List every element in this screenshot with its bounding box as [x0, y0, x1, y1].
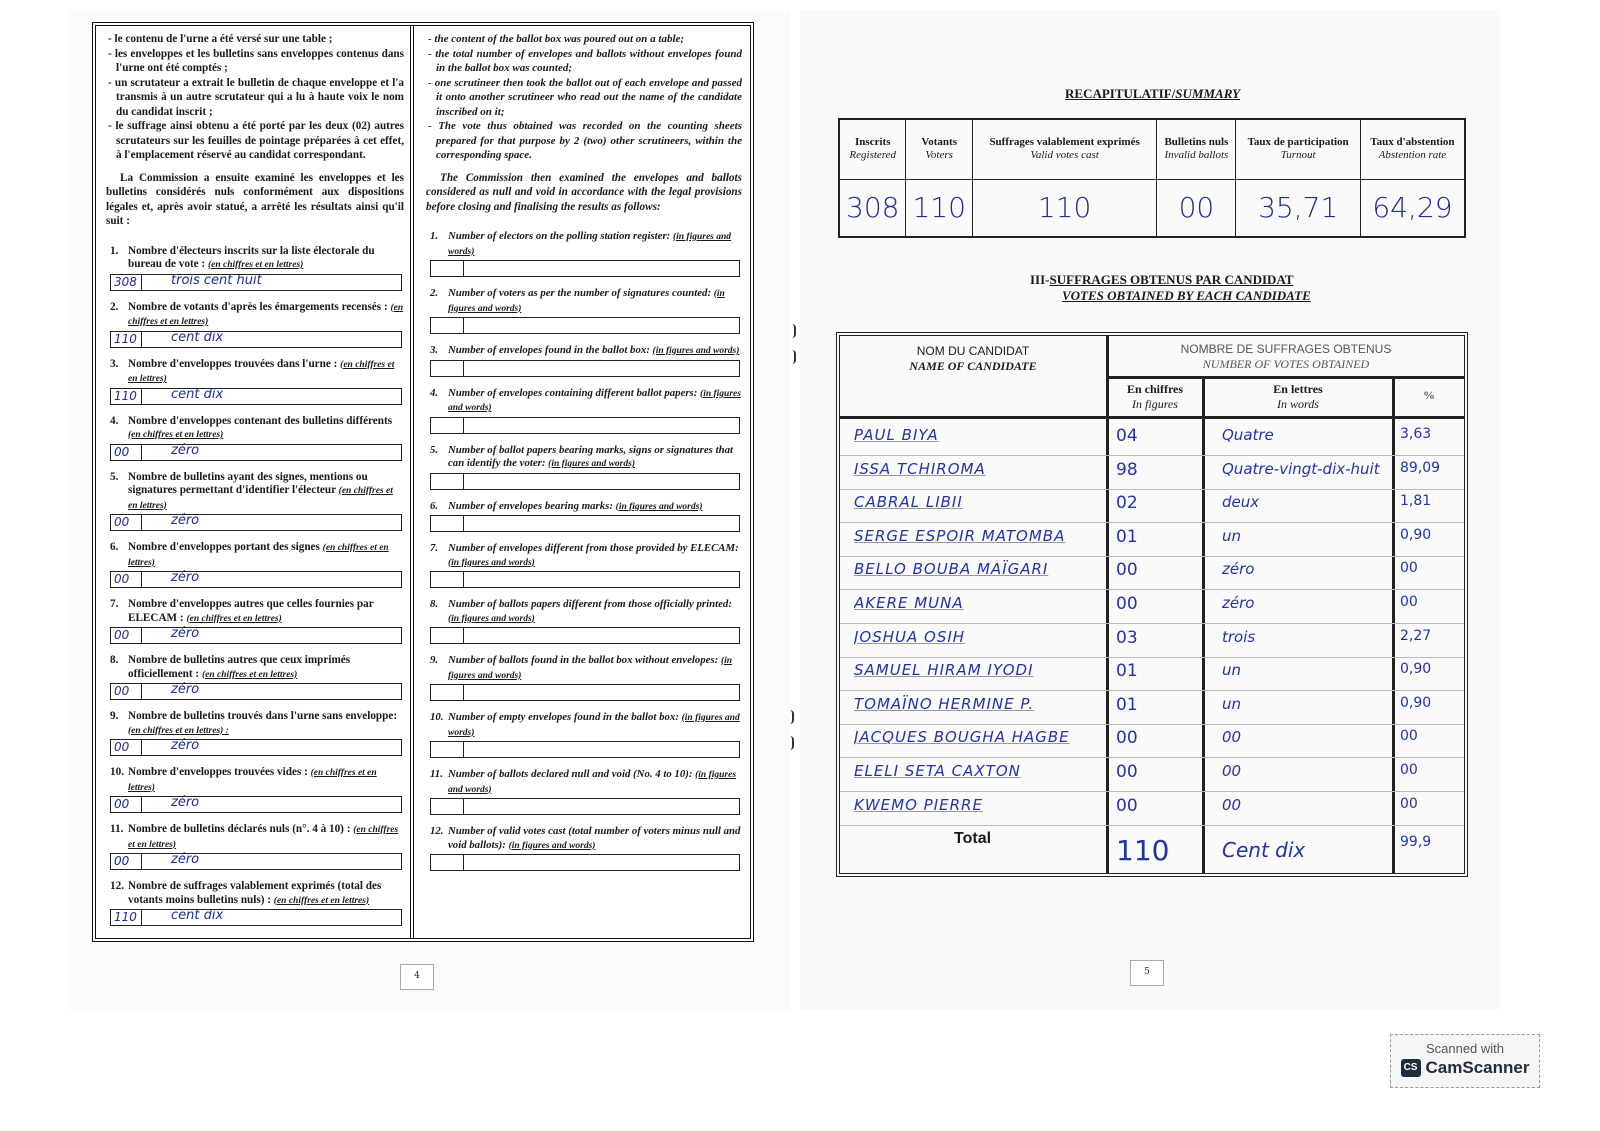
answer-field[interactable] [430, 741, 740, 758]
summary-header-fr: Votants [921, 136, 957, 149]
item-hint: (en chiffres et en lettres) [128, 768, 377, 793]
name-header [840, 344, 1106, 374]
summary-header [906, 119, 972, 179]
result-item [426, 444, 742, 472]
item-hint: (in figures and words) [548, 459, 635, 469]
answer-words: cent dix [171, 908, 224, 923]
summary-value: 110 [906, 179, 972, 237]
answer-field[interactable] [430, 854, 740, 871]
result-item [426, 711, 742, 740]
item-label: Number of voters as per the number of signatures counted: [448, 287, 712, 299]
item-hint: (in figures and words) [448, 289, 725, 314]
answer-words: zéro [171, 570, 200, 585]
summary-header-fr: Suffrages valablement exprimés [989, 136, 1140, 149]
answer-words: zéro [171, 513, 200, 528]
candidate-name: SAMUEL HIRAM IYODI [854, 661, 1034, 680]
words-header-fr: En lettres [1273, 382, 1323, 396]
item-number: 7. [110, 598, 119, 610]
item-label: Nombre de bulletins autres que ceux imprimés officiellement : [128, 654, 351, 680]
item-number: 2. [110, 300, 119, 313]
answer-field[interactable] [110, 331, 402, 348]
summary-header [839, 119, 906, 179]
candidate-name: ISSA TCHIROMA [854, 459, 986, 478]
summary-value: 110 [972, 179, 1156, 237]
candidate-pct: 1,81 [1400, 493, 1432, 510]
candidate-figure: 01 [1116, 694, 1138, 715]
answer-field[interactable] [430, 571, 740, 588]
result-item [426, 344, 742, 359]
candidate-pct: 0,90 [1400, 694, 1432, 711]
candidate-figure: 00 [1116, 594, 1138, 614]
summary-value: 35,71 [1236, 179, 1360, 237]
answer-field[interactable] [110, 853, 402, 870]
item-hint: (in figures and words) [448, 613, 535, 624]
item-label: Nombre d'enveloppes autres que celles fournies par ELECAM : [128, 598, 374, 624]
item-hint: (en chiffres et en lettres) : [128, 725, 229, 736]
summary-header-en: Voters [925, 149, 953, 162]
summary-title [1065, 86, 1240, 102]
answer-figure: 308 [114, 274, 137, 289]
summary-value: 00 [1157, 179, 1236, 237]
answer-words: zéro [171, 682, 200, 697]
answer-words: cent dix [171, 386, 224, 402]
candidate-words: un [1222, 694, 1242, 713]
summary-header [1236, 119, 1360, 179]
item-label: Nombre d'enveloppes contenant des bulletins différents [128, 414, 393, 427]
result-item [106, 710, 404, 738]
item-number: 12. [110, 880, 124, 892]
candidate-figure: 00 [1116, 728, 1138, 749]
item-hint: (en chiffres et en lettres) [128, 302, 404, 327]
candidate-figure: 01 [1116, 661, 1138, 682]
candidate-words: trois [1222, 627, 1256, 646]
procedure-bullet: - le suffrage ainsi obtenu a été porté par les deux (02) autres scrutateurs sur les feuilles de pointage préparées à cet effet, à l'emplacement réservé au candidat correspondant. [108, 120, 404, 161]
answer-field[interactable] [110, 796, 402, 813]
item-label: Number of envelopes bearing marks: [448, 499, 613, 512]
item-label: Nombre de votants d'après les émargements recensés : [128, 300, 388, 313]
summary-header [972, 119, 1156, 179]
total-label: Total [954, 830, 992, 847]
candidate-figure: 00 [1116, 762, 1138, 782]
section-prefix: III- [1030, 272, 1050, 287]
commission-paragraph: The Commission then examined the envelopes and ballots considered as null and void in accordance with the legal provisions before closing and finalising the results as follows: [426, 171, 742, 213]
summary-header-fr: Bulletins nuls [1164, 136, 1229, 149]
result-item [106, 880, 404, 908]
item-label: Number of ballot papers bearing marks, signs or signatures that can identify the voter: [448, 443, 733, 469]
result-item [426, 598, 742, 626]
candidate-row [840, 724, 1464, 758]
item-hint: (in figures and words) [448, 388, 741, 413]
page-number: 4 [400, 964, 434, 990]
answer-field[interactable] [430, 684, 740, 701]
procedure-bullet: - the content of the ballot box was poured out on a table; [428, 33, 685, 45]
candidate-name: ELELI SETA CAXTON [854, 762, 1021, 780]
candidate-figure: 98 [1116, 459, 1138, 480]
answer-field[interactable] [430, 360, 740, 377]
result-items-en [426, 230, 742, 871]
section-title-fr: SUFFRAGES OBTENUS PAR CANDIDAT [1049, 272, 1294, 287]
item-label: Number of ballots found in the ballot box without envelopes: [448, 654, 719, 666]
item-label: Nombre d'enveloppes trouvées vides : [128, 766, 308, 778]
answer-field[interactable] [430, 260, 740, 277]
item-hint: (in figures and words) [508, 840, 596, 851]
candidate-name: AKERE MUNA [854, 594, 964, 612]
item-number: 9. [430, 654, 439, 666]
procedure-bullet: - le contenu de l'urne a été versé sur une table ; [108, 33, 333, 45]
candidate-figure: 01 [1116, 526, 1138, 547]
candidate-words: Quatre-vingt-dix-huit [1222, 459, 1380, 478]
candidate-name: TOMAÏNO HERMINE P. [854, 694, 1035, 713]
name-header-en: NAME OF CANDIDATE [909, 359, 1037, 373]
answer-words: trois cent huit [171, 272, 262, 288]
item-number: 4. [430, 386, 439, 399]
answer-field[interactable] [110, 683, 402, 700]
candidate-row [840, 456, 1464, 490]
candidate-figure: 04 [1116, 426, 1138, 446]
item-hint: (en chiffres et en lettres) [128, 486, 393, 511]
answer-figure: 110 [114, 331, 137, 346]
figures-header-fr: En chiffres [1126, 382, 1184, 396]
item-number: 7. [430, 542, 439, 554]
pct-header: % [1423, 388, 1435, 402]
item-hint: (in figures and words) [652, 346, 740, 356]
candidate-figure: 00 [1116, 560, 1138, 581]
answer-field[interactable] [430, 798, 740, 815]
item-hint: (in figures and words) [448, 713, 740, 738]
answer-field[interactable] [110, 909, 402, 926]
commission-paragraph: La Commission a ensuite examiné les enveloppes et les bulletins considérés nuls conformément aux dispositions légales et, après avoir statué, a arrêté les résultats ainsi qu'il suit : [106, 171, 404, 227]
candidate-name: KWEMO PIERRE [854, 795, 983, 814]
item-hint: (en chiffres et en lettres) [273, 895, 370, 906]
item-number: 4. [110, 414, 119, 427]
candidate-pct: 00 [1400, 560, 1418, 577]
item-hint: (in figures and words) [448, 557, 535, 568]
answer-field[interactable] [110, 739, 402, 756]
scan-mark [790, 736, 794, 750]
candidate-words: Quatre [1222, 426, 1274, 444]
candidate-words: zéro [1222, 560, 1255, 579]
total-row [840, 826, 1464, 876]
candidate-name: JOSHUA OSIH [854, 627, 966, 646]
procedure-bullet: - les enveloppes et les bulletins sans enveloppes contenus dans l'urne ont été comptés ; [108, 47, 404, 74]
candidate-pct: 0,90 [1400, 661, 1432, 678]
candidate-row [840, 758, 1464, 792]
result-item [426, 825, 742, 853]
procedure-bullet: - the total number of envelopes and ballots without envelopes found in the ballot box was counted; [428, 47, 742, 74]
french-column [96, 26, 414, 938]
report-form [92, 22, 754, 942]
answer-field[interactable] [110, 274, 402, 291]
item-number: 2. [430, 287, 439, 299]
summary-title-en: SUMMARY [1175, 86, 1241, 101]
answer-field[interactable] [430, 627, 740, 644]
item-label: Number of valid votes cast (total number of voters minus null and void ballots): [448, 825, 741, 851]
votes-header-en: NUMBER OF VOTES OBTAINED [1202, 357, 1370, 371]
result-item [426, 230, 742, 259]
item-number: 1. [430, 230, 439, 242]
candidate-pct: 00 [1400, 594, 1418, 610]
answer-figure: 00 [114, 515, 130, 529]
candidate-pct: 00 [1400, 762, 1418, 778]
summary-value: 64,29 [1360, 179, 1465, 237]
item-label: Number of ballots declared null and void (No. 4 to 10): [448, 768, 693, 780]
item-number: 5. [110, 470, 119, 483]
item-hint: (en chiffres et en lettres) [207, 260, 304, 270]
item-label: Nombre de bulletins déclarés nuls (n°. 4 à 10) : [128, 823, 351, 835]
answer-words: zéro [171, 738, 200, 753]
item-hint: (in figures and words) [615, 501, 703, 512]
item-label: Number of envelopes different from those provided by ELECAM: [448, 542, 739, 554]
result-item [106, 415, 404, 443]
answer-field[interactable] [110, 514, 402, 531]
answer-figure: 110 [114, 388, 137, 403]
item-number: 12. [430, 825, 444, 837]
total-figure: 110 [1116, 834, 1170, 867]
result-item [426, 542, 742, 570]
item-label: Nombre de suffrages valablement exprimés (total des votants moins bulletins nuls) : [128, 880, 382, 906]
answer-words: zéro [171, 852, 200, 867]
summary-header-fr: Taux de participation [1247, 136, 1349, 149]
item-number: 10. [430, 711, 444, 723]
item-label: Number of electors on the polling station register: [448, 230, 671, 242]
item-number: 9. [110, 710, 119, 722]
candidate-row [840, 556, 1464, 590]
candidate-words: un [1222, 661, 1242, 680]
candidate-name: BELLO BOUBA MAÏGARI [854, 560, 1049, 579]
answer-words: zéro [171, 626, 200, 641]
item-hint: (en chiffres et en lettres) [128, 543, 389, 568]
candidate-figure: 02 [1116, 493, 1138, 514]
item-label: Number of envelopes found in the ballot box: [448, 344, 650, 356]
result-item [426, 287, 742, 316]
total-pct: 99,9 [1400, 834, 1432, 850]
answer-field[interactable] [430, 515, 740, 532]
votes-header [1108, 342, 1464, 372]
camscanner-logo-icon: CS [1401, 1059, 1421, 1077]
item-hint: (en chiffres et en lettres) [128, 825, 399, 850]
item-hint: (in figures and words) [448, 770, 737, 795]
item-number: 3. [430, 344, 439, 356]
candidate-figure: 03 [1116, 627, 1138, 648]
candidate-pct: 3,63 [1400, 426, 1432, 442]
scan-mark [792, 350, 796, 364]
candidate-words: deux [1222, 493, 1260, 512]
result-item [426, 768, 742, 797]
candidate-words: un [1222, 526, 1242, 545]
watermark-brand: CamScanner [1425, 1058, 1530, 1077]
summary-header-en: Registered [849, 149, 897, 162]
item-label: Number of empty envelopes found in the ballot box: [448, 711, 679, 723]
candidate-pct: 2,27 [1400, 627, 1432, 644]
item-number: 10. [110, 766, 124, 778]
answer-figure: 00 [114, 797, 130, 811]
section-title [1030, 272, 1311, 304]
candidate-pct: 0,90 [1400, 526, 1432, 543]
item-hint: (in figures and words) [448, 656, 733, 681]
candidate-words: 00 [1222, 728, 1242, 747]
candidate-words: 00 [1222, 762, 1242, 780]
words-header-en: In words [1277, 397, 1319, 411]
procedure-bullet: - one scrutineer then took the ballot out of each envelope and passed it onto another scrutineer who read out the name of the candidate inscribed on it; [428, 76, 742, 118]
candidate-name: PAUL BIYA [854, 426, 939, 444]
answer-figure: 00 [114, 628, 130, 642]
answer-figure: 110 [114, 910, 137, 924]
candidate-row [840, 657, 1464, 691]
item-number: 8. [430, 598, 439, 610]
candidate-row [840, 489, 1464, 523]
total-words: Cent dix [1222, 838, 1306, 862]
page-number: 5 [1130, 960, 1164, 986]
candidate-figure: 00 [1116, 795, 1138, 816]
item-label: Nombre d'enveloppes portant des signes [128, 541, 320, 553]
candidate-pct: 00 [1400, 728, 1418, 745]
summary-header-fr: Inscrits [855, 136, 891, 149]
figures-header [1108, 382, 1202, 412]
result-item [106, 245, 404, 273]
item-hint: (en chiffres et en lettres) [128, 359, 395, 384]
summary-header-fr: Taux d'abstention [1370, 136, 1455, 149]
item-label: Number of envelopes containing different ballot papers: [448, 386, 698, 399]
camscanner-watermark [1390, 1034, 1540, 1088]
result-item [106, 598, 404, 626]
summary-value: 308 [839, 179, 906, 237]
item-hint: (en chiffres et en lettres) [186, 613, 282, 624]
result-item [106, 301, 404, 330]
result-items-fr [106, 245, 404, 927]
item-label: Nombre d'électeurs inscrits sur la liste électorale du bureau de vote : [128, 244, 375, 270]
answer-figure: 00 [114, 684, 130, 698]
result-item [106, 654, 404, 682]
summary-header [1157, 119, 1236, 179]
figures-header-en: In figures [1132, 397, 1178, 411]
result-item [426, 387, 742, 416]
result-item [106, 766, 404, 795]
candidate-row [840, 792, 1464, 826]
candidate-row [840, 523, 1464, 557]
item-number: 5. [430, 443, 439, 456]
summary-header-en: Turnout [1280, 149, 1316, 162]
answer-words: zéro [171, 795, 200, 810]
section-title-en: VOTES OBTAINED BY EACH CANDIDATE [1062, 288, 1311, 303]
scan-mark [790, 710, 794, 724]
item-hint: (in figures and words) [448, 232, 732, 257]
item-label: Nombre de bulletins trouvés dans l'urne sans enveloppe: [128, 710, 398, 722]
answer-field[interactable] [110, 444, 402, 461]
candidate-row [840, 624, 1464, 658]
candidate-pct: 89,09 [1400, 459, 1441, 476]
item-hint: (en chiffres et en lettres) [201, 669, 298, 680]
english-column [418, 26, 750, 938]
result-item [426, 500, 742, 515]
answer-figure: 00 [114, 572, 130, 586]
result-item [426, 654, 742, 683]
answer-words: zéro [171, 442, 200, 458]
candidate-row [840, 590, 1464, 624]
item-number: 11. [430, 768, 443, 780]
summary-title-fr: RECAPITULATIF/ [1065, 86, 1176, 101]
candidate-name: SERGE ESPOIR MATOMBA [854, 526, 1066, 545]
candidate-name: JACQUES BOUGHA HAGBE [854, 728, 1070, 747]
result-item [106, 541, 404, 570]
answer-field[interactable] [110, 388, 402, 405]
summary-table [838, 118, 1466, 238]
summary-header-en: Invalid ballots [1164, 149, 1229, 162]
answer-field[interactable] [430, 473, 740, 490]
candidate-words: zéro [1222, 594, 1255, 612]
candidate-words: 00 [1222, 795, 1242, 814]
item-hint: (en chiffres et en lettres) [128, 430, 224, 440]
scan-mark [792, 324, 796, 338]
item-label: Nombre de bulletins ayant des signes, mentions ou signatures permettant d'identifier l'électeur [128, 470, 368, 496]
summary-header [1360, 119, 1465, 179]
candidate-pct: 00 [1400, 795, 1418, 812]
answer-field[interactable] [430, 317, 740, 334]
name-header-fr: NOM DU CANDIDAT [916, 344, 1030, 358]
item-number: 11. [110, 823, 124, 835]
procedure-bullet: - The vote thus obtained was recorded on the counting sheets prepared for that purpose by 2 (two) other scrutineers, within the corresponding space. [428, 120, 742, 161]
item-number: 1. [110, 244, 119, 257]
item-number: 8. [110, 654, 119, 666]
summary-header-en: Valid votes cast [1030, 149, 1099, 162]
result-item [106, 823, 404, 852]
candidate-votes-table [836, 332, 1468, 877]
answer-field[interactable] [110, 627, 402, 644]
answer-figure: 00 [114, 444, 130, 459]
item-number: 6. [430, 499, 439, 512]
watermark-caption: Scanned with [1425, 1041, 1505, 1056]
item-number: 3. [110, 357, 119, 370]
candidate-row [840, 422, 1464, 456]
answer-field[interactable] [430, 417, 740, 434]
result-item [106, 358, 404, 387]
candidate-row [840, 691, 1464, 725]
result-item [106, 471, 404, 514]
procedure-bullet: - un scrutateur a extrait le bulletin de chaque enveloppe et l'a transmis à un autre scrutateur qui a lu à haute voix le nom du candidat inscrit ; [108, 76, 404, 118]
item-label: Nombre d'enveloppes trouvées dans l'urne : [128, 357, 338, 370]
answer-field[interactable] [110, 571, 402, 588]
answer-words: cent dix [171, 329, 224, 345]
votes-header-fr: NOMBRE DE SUFFRAGES OBTENUS [1180, 342, 1392, 356]
answer-figure: 00 [114, 854, 130, 868]
candidate-name: CABRAL LIBII [854, 493, 963, 512]
item-number: 6. [110, 541, 119, 553]
answer-figure: 00 [114, 740, 130, 754]
summary-header-en: Abstention rate [1378, 149, 1447, 162]
item-label: Number of ballots papers different from those officially printed: [448, 598, 732, 610]
words-header [1204, 382, 1392, 412]
